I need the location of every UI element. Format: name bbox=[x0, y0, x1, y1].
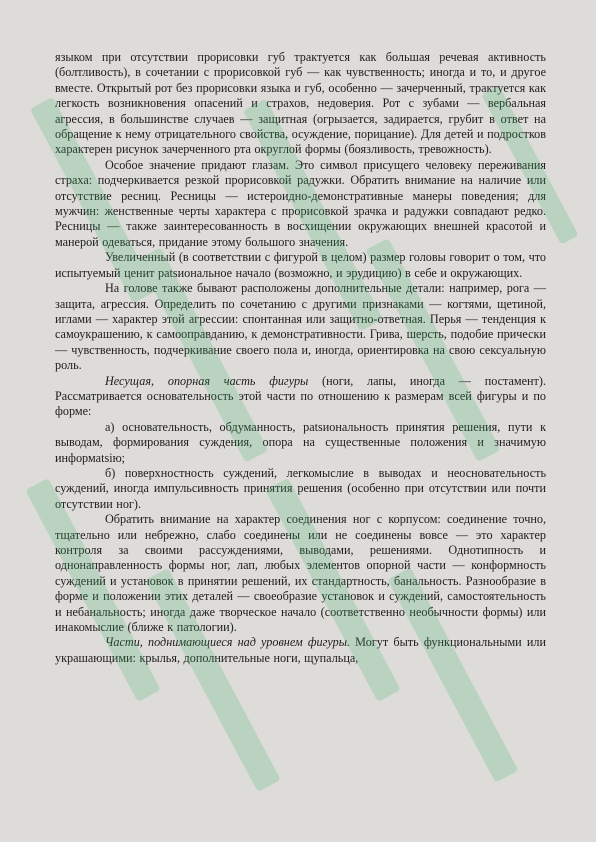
paragraph-text: б) поверхностность суждений, легкомыслие в выводах и неосновательность суждений, иногда импульсивность принятия решения (особенно при отсутствии или почти отсутствии ног). bbox=[55, 465, 546, 511]
italic-heading-text: Несущая, опорная часть фигуры bbox=[105, 373, 309, 388]
paragraph bbox=[55, 158, 546, 250]
paragraph bbox=[55, 281, 546, 373]
paragraph bbox=[55, 374, 546, 420]
paragraph-text: а) основательность, обдуманность, patsиональность принятия решения, пути к выводам, формирования суждения, опора на существенные положения и значимую информatsiю; bbox=[55, 419, 546, 465]
paragraph bbox=[55, 420, 546, 466]
paragraph-text: На голове также бывают расположены дополнительные детали: например, рога — защита, агрессия. Определить по сочетанию с другими признаками — когтями, щетиной, иглами — характер этой агрессии: спонтанная или защитно-ответная. Перья — тенденция к самоукрашению, к самооправданию, к демонстративности. Грива, шерсть, подобие прически — чувственность, подчеркивание своего пола и, иногда, ориентировка на свою сексуальную роль. bbox=[55, 281, 546, 373]
paragraph-text: Увеличенный (в соответствии с фигурой в целом) размер головы говорит о том, что испытуемый ценит patsиональное начало (возможно, и эрудицию) в себе и окружающих. bbox=[55, 250, 546, 280]
paragraph bbox=[55, 50, 546, 158]
paragraph-text: Особое значение придают глазам. Это символ присущего человеку переживания страха: подчеркивается резкой прорисовкой радужки. Обратить внимание на наличие или отсутствие ресниц. Ресницы — истероидно-демонстративные манеры поведения; для мужчин: женственные черты характера с прорисовкой зрачка и радужки совпадают редко. Ресницы — также заинтересованность в восхищении окружающих внешней красотой и манерой одеваться, придание этому большого значения. bbox=[55, 157, 546, 249]
italic-heading-text: Части, поднимающиеся над уровнем фигуры. bbox=[105, 635, 351, 650]
paragraph-text: языком при отсутствии прорисовки губ трактуется как большая речевая активность (болтливость), в сочетании с прорисовкой губ — как чувственность; иногда и то, и другое вместе. Открытый рот без прорисовки языка и губ, особенно — зачерченный, трактуется как легкость возникновения опасений и страхов, недоверия. Рот с зубами — вербальная агрессия, в большинстве случаев — защитная (огрызается, задирается, грубит в ответ на обращение к нему отрицательного свойства, осуждение, порицание). Для детей и подростков характерен рисунок зачерченного рта округлой формы (боязливость, тревожность). bbox=[55, 50, 546, 157]
paragraph bbox=[55, 466, 546, 512]
paragraph bbox=[55, 512, 546, 635]
document-body bbox=[55, 50, 546, 666]
paragraph-text: (ноги, лапы, иногда — постамент). Рассматривается основательность этой части по отношению к размерам всей фигуры и по форме: bbox=[55, 373, 546, 419]
paragraph-text: Обратить внимание на характер соединения ног с корпусом: соединение точно, тщательно или небрежно, слабо соединены или не соединены вовсе — это характер контроля за своими рассуждениями, выводами, решениями. Однотипность и однонаправленность формы ног, лап, любых элементов опорной части — конформность суждений и установок в принятии решений, их стандартность, банальность. Разнообразие в форме и положении этих деталей — своеобразие установок и суждений, самостоятельность и небанальность; иногда даже творческое начало (соответственно необычности формы) или инакомыслие (ближе к патологии). bbox=[55, 512, 546, 635]
paragraph bbox=[55, 250, 546, 281]
paragraph-text: Могут быть функциональными или украшающими: крылья, дополнительные ноги, щупальца, bbox=[55, 635, 546, 665]
paragraph bbox=[55, 635, 546, 666]
